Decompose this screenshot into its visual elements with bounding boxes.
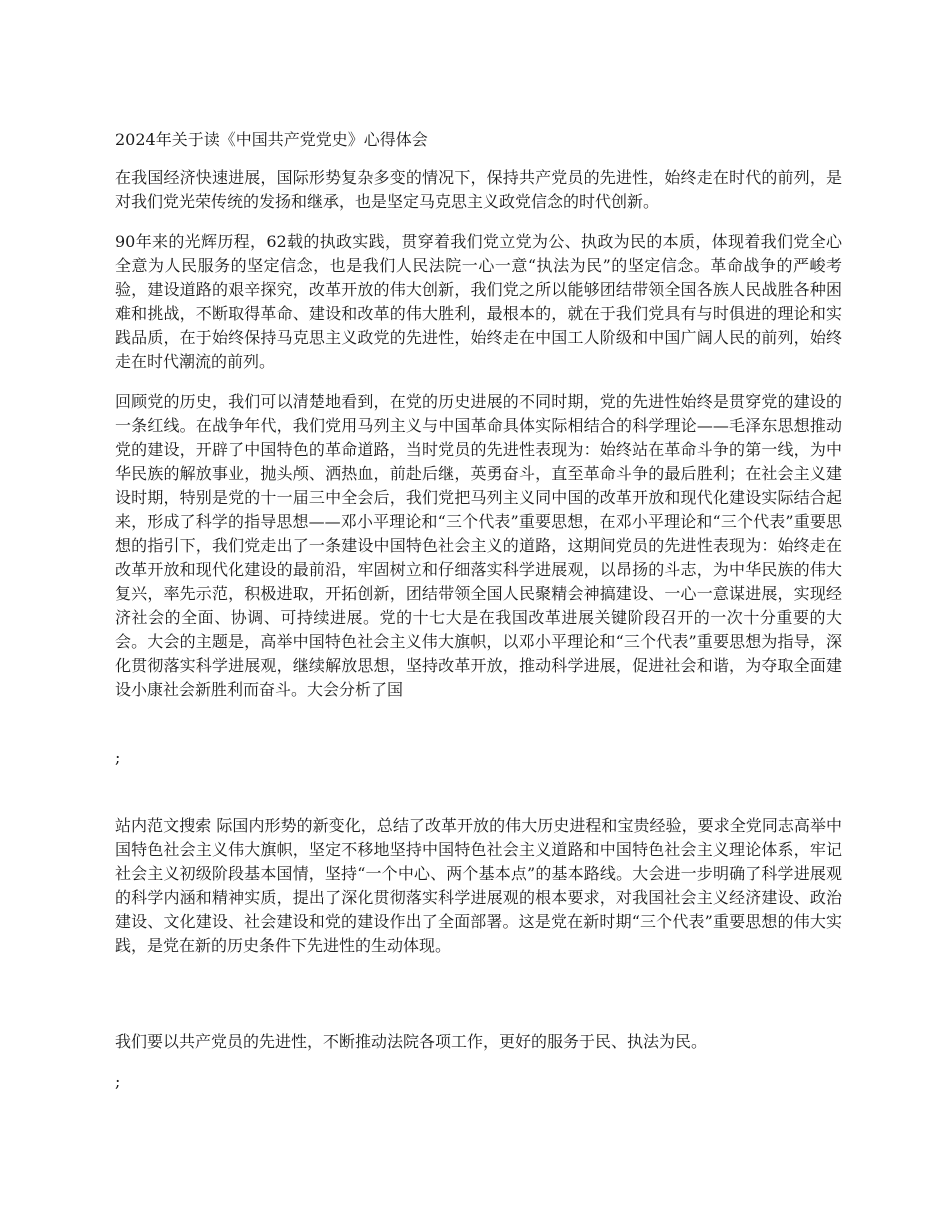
separator-1: ; — [115, 748, 121, 767]
spacer — [115, 770, 842, 814]
paragraph-intro: 在我国经济快速进展，国际形势复杂多变的情况下，保持共产党员的先进性，始终走在时代的前列，是对我们党光荣传统的发扬和继承，也是坚定马克思主义政党信念的时代创新。 — [115, 168, 842, 211]
spacer — [115, 974, 842, 1030]
paragraph-review: 回顾党的历史，我们可以清楚地看到，在党的历史进展的不同时期，党的先进性始终是贯穿党的建设的一条红线。在战争年代，我们党用马列主义与中国革命具体实际相结合的科学理论——毛泽东思想推动党的建设，开辟了中国特色的革命道路，当时党员的先进性表现为：始终站在革命斗争的第一线，为中华民族的解放事业，抛头颅、洒热血，前赴后继，英勇奋斗，直至革命斗争的最后胜利；在社会主义建设时期，特别是党的十一届三中全会后，我们党把马列主义同中国的改革开放和现代化建设实际结合起来，形成了科学的指导思想——邓小平理论和“三个代表”重要思想，在邓小平理论和“三个代表”重要思想的指引下，我们党走出了一条建设中国特色社会主义的道路，这期间党员的先进性表现为：始终走在改革开放和现代化建设的最前沿，牢固树立和仔细落实科学进展观，以昂扬的斗志，为中华民族的伟大复兴，率先示范，积极进取，开拓创新，团结带领全国人民聚精会神搞建设、一心一意谋进展，实现经济社会的全面、协调、可持续进展。党的十七大是在我国改革进展关键阶段召开的一次十分重要的大会。大会的主题是，高举中国特色社会主义伟大旗帜，以邓小平理论和“三个代表”重要思想为指导，深化贯彻落实科学进展观，继续解放思想，坚持改革开放，推动科学进展，促进社会和谐，为夺取全面建设小康社会新胜利而奋斗。大会分析了国 — [115, 392, 842, 699]
document-title: 2024年关于读《中国共产党党史》心得体会 — [115, 130, 428, 149]
paragraph-history: 90年来的光辉历程，62载的执政实践，贯穿着我们党立党为公、执政为民的本质，体现着我们党全心全意为人民服务的坚定信念，也是我们人民法院一心一意“执法为民”的坚定信念。革命战争的严峻考验，建设道路的艰辛探究，改革开放的伟大创新，我们党之所以能够团结带领全国各族人民战胜各种困难和挑战，不断取得革命、建设和改革的伟大胜利，最根本的，就在于我们党具有与时俱进的理论和实践品质，在于始终保持马克思主义政党的先进性，始终走在中国工人阶级和中国广阔人民的前列，始终走在时代潮流的前列。 — [115, 232, 842, 371]
paragraph-continued: 站内范文搜索 际国内形势的新变化，总结了改革开放的伟大历史进程和宝贵经验，要求全党同志高举中国特色社会主义伟大旗帜，坚定不移地坚持中国特色社会主义道路和中国特色社会主义理论体系，牢记社会主义初级阶段基本国情，坚持“一个中心、两个基本点”的基本路线。大会进一步明确了科学进展观的科学内涵和精神实质，提出了深化贯彻落实科学进展观的根本要求，对我国社会主义经济建设、政治建设、文化建设、社会建设和党的建设作出了全面部署。这是党在新时期“三个代表”重要思想的伟大实践，是党在新的历史条件下先进性的生动体现。 — [115, 816, 842, 955]
separator-2: ; — [115, 1072, 121, 1091]
document-content — [115, 128, 842, 1094]
paragraph-closing: 我们要以共产党员的先进性，不断推动法院各项工作，更好的服务于民、执法为民。 — [115, 1032, 708, 1051]
spacer — [115, 718, 842, 746]
